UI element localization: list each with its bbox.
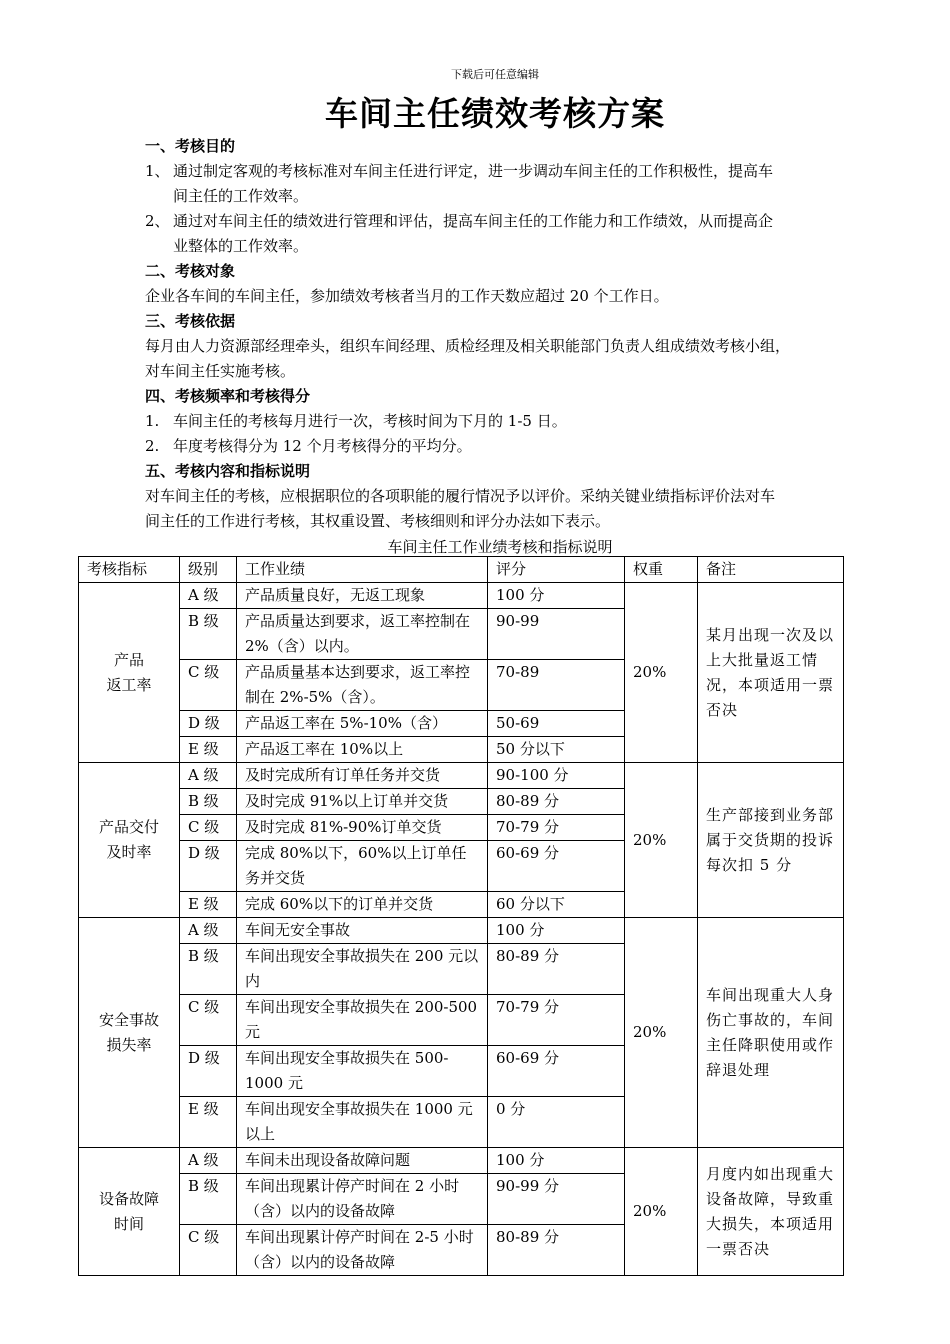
table-row (79, 918, 844, 944)
level-cell: A 级 (180, 1148, 237, 1174)
performance-cell: 车间出现安全事故损失在 1000 元以上 (237, 1097, 488, 1148)
score-cell: 90-99 (488, 609, 625, 660)
performance-cell: 及时完成 81%-90%订单交货 (237, 815, 488, 841)
indicator-cell (79, 1148, 180, 1276)
score-cell: 60 分以下 (488, 892, 625, 918)
indicator-label: 及时率 (106, 843, 152, 861)
performance-cell: 车间出现累计停产时间在 2-5 小时（含）以内的设备故障 (237, 1225, 488, 1276)
level-cell: B 级 (180, 944, 237, 995)
performance-cell: 车间出现安全事故损失在 200-500 元 (237, 995, 488, 1046)
section-3-text: 对车间主任实施考核。 (145, 362, 296, 380)
table-row (79, 1148, 844, 1174)
score-cell: 70-89 (488, 660, 625, 711)
score-cell: 80-89 分 (488, 1225, 625, 1276)
score-cell: 0 分 (488, 1097, 625, 1148)
note-cell: 某月出现一次及以上大批量返工情况，本项适用一票否决 (698, 583, 844, 763)
header-cell: 备注 (698, 557, 844, 583)
level-cell: C 级 (180, 1225, 237, 1276)
indicator-label: 安全事故 (98, 1010, 159, 1029)
list-text: 业整体的工作效率。 (173, 237, 309, 255)
weight-cell: 20% (625, 763, 698, 918)
indicator-label: 损失率 (106, 1035, 152, 1054)
level-cell: C 级 (180, 815, 237, 841)
header-note: 下载后可任意编辑 (451, 68, 539, 81)
list-text: 年度考核得分为 12 个月考核得分的平均分。 (173, 437, 472, 455)
list-text: 通过制定客观的考核标准对车间主任进行评定，进一步调动车间主任的工作积极性，提高车 (173, 162, 774, 180)
indicator-label: 设备故障 (98, 1189, 159, 1208)
indicator-label: 产品 (113, 650, 144, 669)
table-row (79, 583, 844, 609)
list-number: 1、 (145, 162, 170, 180)
section-5-text: 间主任的工作进行考核，其权重设置、考核细则和评分办法如下表示。 (145, 512, 611, 530)
level-cell: B 级 (180, 1174, 237, 1225)
level-cell: B 级 (180, 609, 237, 660)
performance-cell: 车间出现累计停产时间在 2 小时（含）以内的设备故障 (237, 1174, 488, 1225)
performance-cell: 完成 80%以下，60%以上订单任务并交货 (237, 841, 488, 892)
level-cell: A 级 (180, 763, 237, 789)
document-title: 车间主任绩效考核方案 (325, 94, 665, 133)
section-3-text: 每月由人力资源部经理牵头，组织车间经理、质检经理及相关职能部门负责人组成绩效考核小组， (145, 337, 791, 355)
indicator-cell (79, 583, 180, 763)
performance-cell: 产品返工率在 10%以上 (237, 737, 488, 763)
weight-cell: 20% (625, 1148, 698, 1276)
score-cell: 50-69 (488, 711, 625, 737)
header-cell: 权重 (625, 557, 698, 583)
performance-cell: 车间出现安全事故损失在 500-1000 元 (237, 1046, 488, 1097)
score-cell: 100 分 (488, 918, 625, 944)
performance-cell: 产品返工率在 5%-10%（含） (237, 711, 488, 737)
list-item (145, 409, 855, 434)
score-cell: 70-79 分 (488, 815, 625, 841)
level-cell: E 级 (180, 1097, 237, 1148)
list-item (145, 434, 855, 459)
indicator-label: 返工率 (106, 675, 152, 694)
score-cell: 100 分 (488, 1148, 625, 1174)
level-cell: A 级 (180, 583, 237, 609)
table-caption: 车间主任工作业绩考核和指标说明 (387, 538, 613, 556)
level-cell: B 级 (180, 789, 237, 815)
table-row (79, 763, 844, 789)
list-item (145, 209, 855, 259)
list-text: 车间主任的考核每月进行一次，考核时间为下月的 1-5 日。 (173, 412, 567, 430)
score-cell: 90-99 分 (488, 1174, 625, 1225)
section-2-text: 企业各车间的车间主任，参加绩效考核者当月的工作天数应超过 20 个工作日。 (145, 287, 669, 305)
indicator-cell (79, 763, 180, 918)
header-cell: 工作业绩 (237, 557, 488, 583)
performance-cell: 车间未出现设备故障问题 (237, 1148, 488, 1174)
list-number: 1. (145, 412, 160, 430)
score-cell: 90-100 分 (488, 763, 625, 789)
score-cell: 60-69 分 (488, 1046, 625, 1097)
list-number: 2. (145, 437, 160, 455)
note-cell: 车间出现重大人身伤亡事故的，车间主任降职使用或作辞退处理 (698, 918, 844, 1148)
performance-cell: 及时完成所有订单任务并交货 (237, 763, 488, 789)
header-cell: 级别 (180, 557, 237, 583)
performance-cell: 产品质量达到要求，返工率控制在 2%（含）以内。 (237, 609, 488, 660)
section-4-heading: 四、考核频率和考核得分 (145, 387, 311, 405)
section-1-heading: 一、考核目的 (145, 137, 236, 155)
list-text: 间主任的工作效率。 (173, 187, 309, 205)
section-5-text: 对车间主任的考核，应根据职位的各项职能的履行情况予以评价。采纳关键业绩指标评价法对车 (145, 487, 776, 505)
list-number: 2、 (145, 212, 170, 230)
score-cell: 80-89 分 (488, 944, 625, 995)
score-cell: 100 分 (488, 583, 625, 609)
performance-cell: 及时完成 91%以上订单并交货 (237, 789, 488, 815)
kpi-table (78, 556, 844, 1276)
level-cell: C 级 (180, 995, 237, 1046)
level-cell: D 级 (180, 1046, 237, 1097)
performance-cell: 产品质量基本达到要求，返工率控制在 2%-5%（含）。 (237, 660, 488, 711)
section-2-heading: 二、考核对象 (145, 262, 236, 280)
score-cell: 70-79 分 (488, 995, 625, 1046)
performance-cell: 车间无安全事故 (237, 918, 488, 944)
performance-cell: 完成 60%以下的订单并交货 (237, 892, 488, 918)
indicator-label: 时间 (113, 1214, 144, 1233)
section-3-heading: 三、考核依据 (145, 312, 236, 330)
level-cell: D 级 (180, 841, 237, 892)
weight-cell: 20% (625, 918, 698, 1148)
level-cell: A 级 (180, 918, 237, 944)
level-cell: D 级 (180, 711, 237, 737)
document-body (145, 134, 855, 560)
score-cell: 50 分以下 (488, 737, 625, 763)
indicator-cell (79, 918, 180, 1148)
weight-cell: 20% (625, 583, 698, 763)
note-cell: 月度内如出现重大设备故障，导致重大损失，本项适用一票否决 (698, 1148, 844, 1276)
list-text: 通过对车间主任的绩效进行管理和评估，提高车间主任的工作能力和工作绩效，从而提高企 (173, 212, 774, 230)
note-cell: 生产部接到业务部属于交货期的投诉每次扣 5 分 (698, 763, 844, 918)
header-cell: 评分 (488, 557, 625, 583)
performance-cell: 产品质量良好，无返工现象 (237, 583, 488, 609)
level-cell: C 级 (180, 660, 237, 711)
level-cell: E 级 (180, 892, 237, 918)
indicator-label: 产品交付 (98, 818, 159, 836)
score-cell: 60-69 分 (488, 841, 625, 892)
level-cell: E 级 (180, 737, 237, 763)
table-header-row (79, 557, 844, 583)
header-cell: 考核指标 (79, 557, 180, 583)
list-item (145, 159, 855, 209)
score-cell: 80-89 分 (488, 789, 625, 815)
performance-cell: 车间出现安全事故损失在 200 元以内 (237, 944, 488, 995)
section-5-heading: 五、考核内容和指标说明 (145, 462, 311, 480)
